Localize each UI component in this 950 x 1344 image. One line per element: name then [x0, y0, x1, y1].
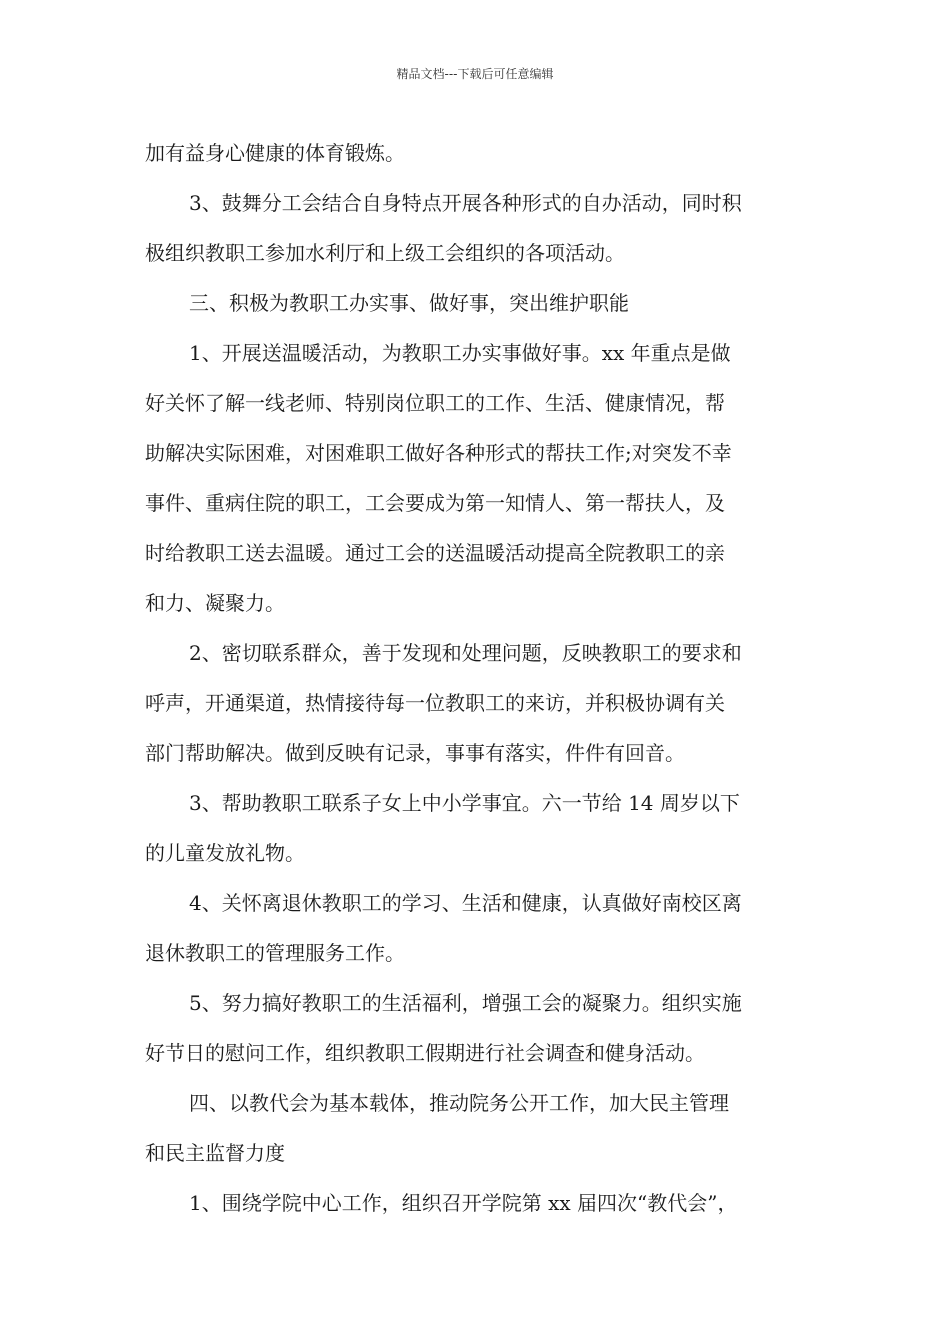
- text-line: 好节日的慰问工作，组织教职工假期进行社会调查和健身活动。: [145, 1041, 705, 1065]
- document-body: [145, 128, 825, 1228]
- text-line: 退休教职工的管理服务工作。: [145, 941, 405, 965]
- text-line: 3、帮助教职工联系子女上中小学事宜。六一节给 14 周岁以下: [189, 791, 740, 815]
- text-line: 4、关怀离退休教职工的学习、生活和健康，认真做好南校区离: [189, 891, 742, 915]
- section-heading: 三、积极为教职工办实事、做好事，突出维护职能: [189, 291, 629, 315]
- section-heading: 四、以教代会为基本载体，推动院务公开工作，加大民主管理: [189, 1091, 729, 1115]
- text-line: 部门帮助解决。做到反映有记录，事事有落实，件件有回音。: [145, 741, 685, 765]
- text-line: 事件、重病住院的职工，工会要成为第一知情人、第一帮扶人，及: [145, 491, 725, 515]
- text-line: 5、努力搞好教职工的生活福利，增强工会的凝聚力。组织实施: [189, 991, 742, 1015]
- text-line: 呼声，开通渠道，热情接待每一位教职工的来访，并积极协调有关: [145, 691, 725, 715]
- text-line: 助解决实际困难，对困难职工做好各种形式的帮扶工作;对突发不幸: [145, 441, 732, 465]
- page-header: 精品文档---下载后可任意编辑: [396, 67, 554, 81]
- section-heading-continued: 和民主监督力度: [145, 1141, 285, 1165]
- text-line: 2、密切联系群众，善于发现和处理问题，反映教职工的要求和: [189, 641, 742, 665]
- text-line: 和力、凝聚力。: [145, 591, 285, 615]
- text-line: 加有益身心健康的体育锻炼。: [145, 141, 405, 165]
- text-line: 好关怀了解一线老师、特别岗位职工的工作、生活、健康情况，帮: [145, 391, 725, 415]
- text-line: 1、开展送温暖活动，为教职工办实事做好事。xx 年重点是做: [189, 341, 731, 365]
- text-line: 时给教职工送去温暖。通过工会的送温暖活动提高全院教职工的亲: [145, 541, 725, 565]
- text-line: 极组织教职工参加水利厅和上级工会组织的各项活动。: [145, 241, 625, 265]
- text-line: 3、鼓舞分工会结合自身特点开展各种形式的自办活动，同时积: [189, 191, 742, 215]
- text-line: 的儿童发放礼物。: [145, 841, 305, 865]
- text-line: 1、围绕学院中心工作，组织召开学院第 xx 届四次“教代会”，: [189, 1191, 738, 1215]
